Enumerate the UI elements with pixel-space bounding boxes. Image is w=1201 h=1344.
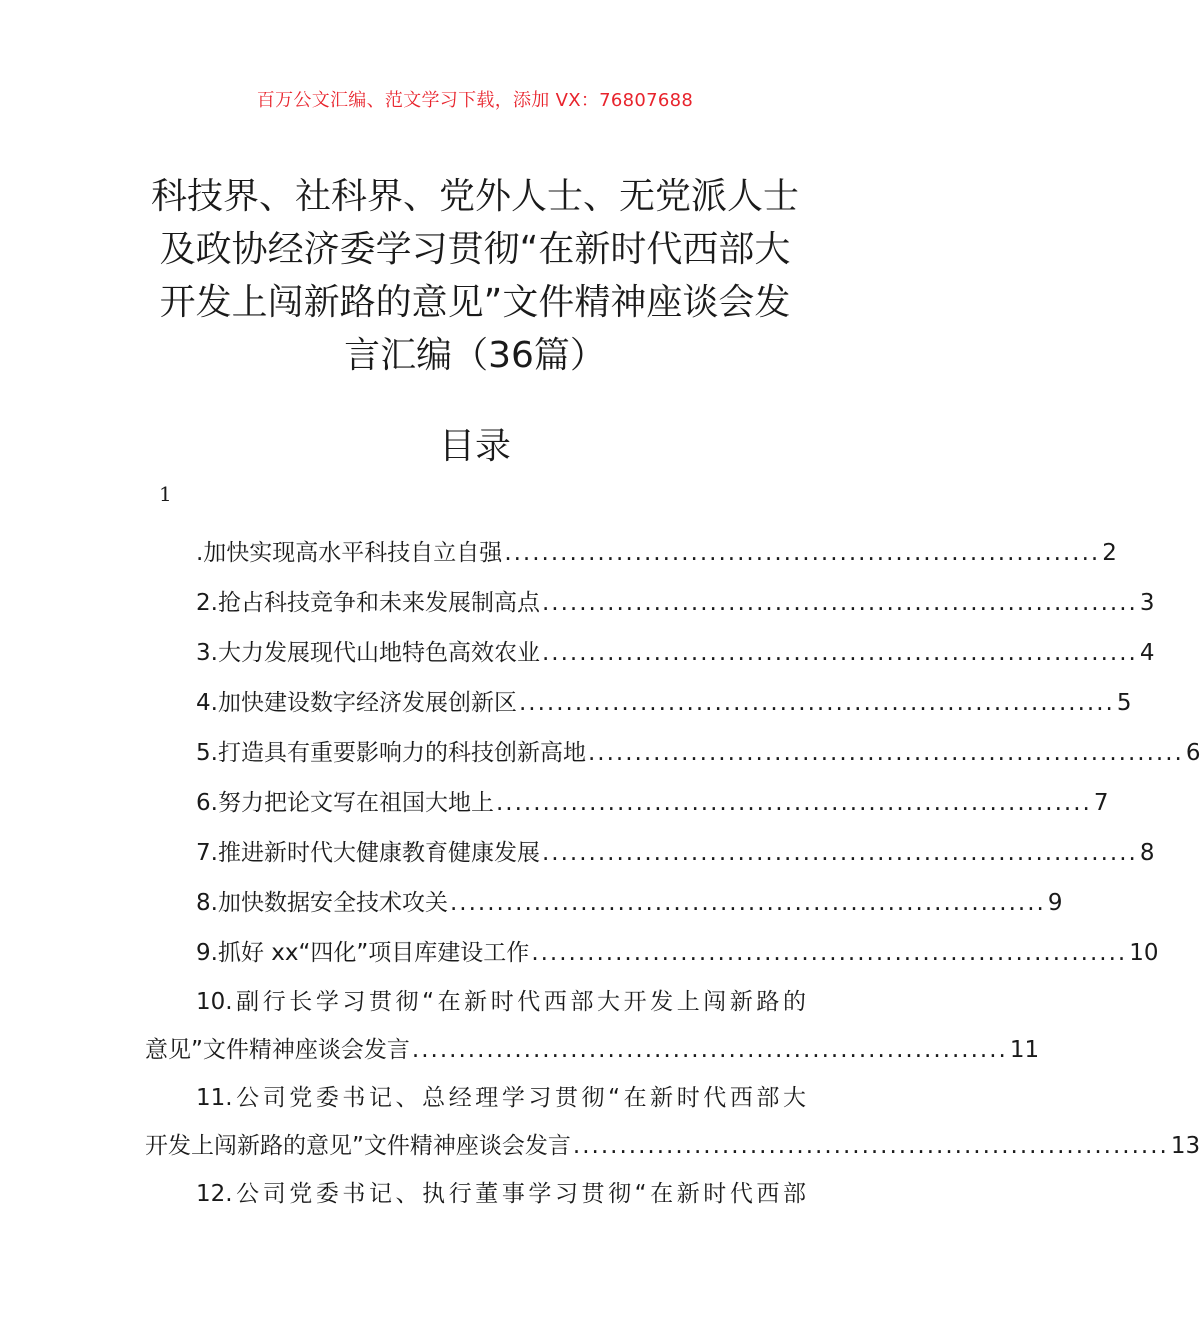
document-title: 科技界、社科界、党外人士、无党派人士及政协经济委学习贯彻“在新时代西部大开发上闯新路的意见”文件精神座谈会发言汇编（36篇） <box>150 176 799 376</box>
toc-entry-label: 12.公司党委书记、执行董事学习贯彻“在新时代西部 <box>196 1181 806 1207</box>
toc-entry-label: .加快实现高水平科技自立自强 <box>196 540 503 566</box>
toc-leader-dots: ................................................................ <box>411 1037 1008 1063</box>
toc-leader-dots: ................................................................ <box>449 890 1046 916</box>
toc-entry-label: 9.抓好 xx“四化”项目库建设工作 <box>196 940 530 966</box>
toc-entry-page: 6 <box>1185 740 1201 766</box>
toc-leader-dots: ................................................................ <box>531 940 1128 966</box>
toc-leader-dots: ................................................................ <box>495 790 1092 816</box>
toc-entry[interactable] <box>145 828 1155 878</box>
toc-entry[interactable] <box>145 778 1109 828</box>
toc-entry-page: 3 <box>1139 590 1155 616</box>
toc-heading: 目录 <box>438 426 511 467</box>
toc-entry[interactable] <box>145 878 1063 928</box>
toc-entry-page: 11 <box>1009 1037 1040 1063</box>
toc-leader-dots: ................................................................ <box>572 1133 1169 1159</box>
toc-entry-label: 2.抢占科技竞争和未来发展制高点 <box>196 590 540 616</box>
toc-leader-dots: ................................................................ <box>504 540 1101 566</box>
toc-leader-dots: ................................................................ <box>541 590 1138 616</box>
toc-entry[interactable] <box>145 528 1117 578</box>
header-promo-note: 百万公文汇编、范文学习下载，添加 VX：76807688 <box>256 90 694 111</box>
toc-entry-page: 10 <box>1129 940 1159 966</box>
toc-entry-label: 8.加快数据安全技术攻关 <box>196 890 448 916</box>
toc-entry-page: 7 <box>1093 790 1109 816</box>
toc-entry[interactable] <box>145 1074 1201 1170</box>
toc-entry-label-continued: 意见”文件精神座谈会发言 <box>145 1037 410 1063</box>
toc-entry-page: 13 <box>1170 1133 1201 1159</box>
toc-entry-page: 2 <box>1102 540 1117 566</box>
toc-entry-page: 5 <box>1116 690 1132 716</box>
table-of-contents <box>145 528 1201 1218</box>
toc-entry[interactable] <box>145 728 1201 778</box>
toc-entry[interactable] <box>145 578 1155 628</box>
toc-marker: 1 <box>159 482 172 506</box>
toc-leader-dots: ................................................................ <box>587 740 1184 766</box>
toc-entry-page: 8 <box>1139 840 1155 866</box>
toc-leader-dots: ................................................................ <box>541 840 1138 866</box>
toc-entry-label-continued: 开发上闯新路的意见”文件精神座谈会发言 <box>145 1133 571 1159</box>
toc-entry[interactable] <box>145 1170 806 1218</box>
toc-leader-dots: ................................................................ <box>541 640 1138 666</box>
toc-entry[interactable] <box>145 928 1159 978</box>
toc-entry[interactable] <box>145 678 1132 728</box>
toc-entry[interactable] <box>145 978 1040 1074</box>
toc-entry-page: 9 <box>1047 890 1063 916</box>
toc-entry-label: 7.推进新时代大健康教育健康发展 <box>196 840 540 866</box>
toc-entry-label: 11.公司党委书记、总经理学习贯彻“在新时代西部大 <box>196 1085 806 1111</box>
toc-entry-label: 5.打造具有重要影响力的科技创新高地 <box>196 740 586 766</box>
toc-entry-label: 3.大力发展现代山地特色高效农业 <box>196 640 540 666</box>
toc-leader-dots: ................................................................ <box>518 690 1115 716</box>
toc-entry-label: 4.加快建设数字经济发展创新区 <box>196 690 517 716</box>
toc-entry-label: 10.副行长学习贯彻“在新时代西部大开发上闯新路的 <box>196 989 806 1015</box>
toc-entry-label: 6.努力把论文写在祖国大地上 <box>196 790 494 816</box>
toc-entry-page: 4 <box>1139 640 1155 666</box>
toc-entry[interactable] <box>145 628 1155 678</box>
